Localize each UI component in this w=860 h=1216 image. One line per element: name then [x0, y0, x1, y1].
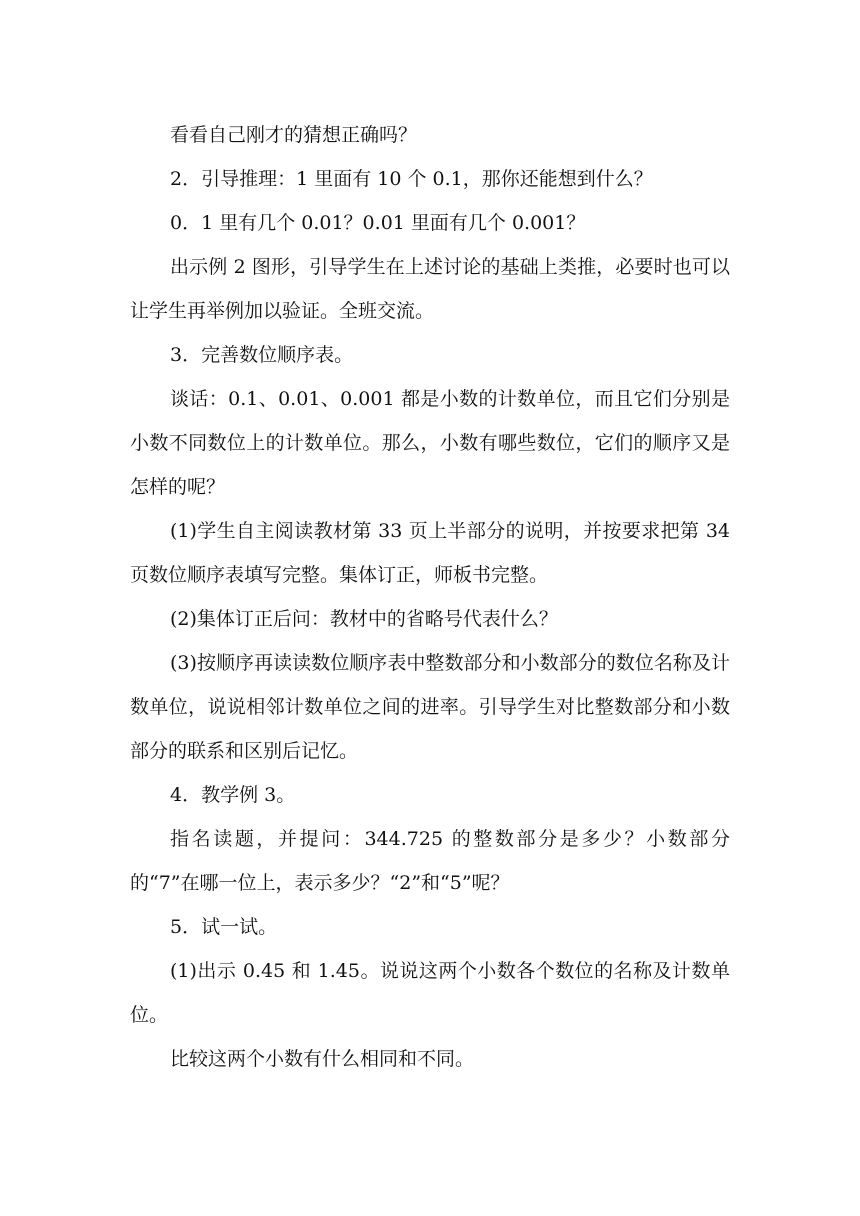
paragraph-item-3: (3)按顺序再读读数位顺序表中整数部分和小数部分的数位名称及计数单位，说说相邻计数单位之间的进率。引导学生对比整数部分和小数部分的联系和区别后记忆。 [130, 652, 730, 762]
paragraph-item-1: (1)学生自主阅读教材第 33 页上半部分的说明，并按要求把第 34 页数位顺序表填写完整。集体订正，师板书完整。 [130, 520, 730, 586]
paragraph-example-2: 出示例 2 图形，引导学生在上述讨论的基础上类推，必要时也可以让学生再举例加以验证。全班交流。 [130, 256, 730, 322]
paragraph-question-0-1: 0．1 里有几个 0.01？0.01 里面有几个 0.001？ [170, 212, 586, 234]
paragraph-step-5-title: 5．试一试。 [170, 916, 278, 938]
paragraph-compare: 比较这两个小数有什么相同和不同。 [170, 1048, 475, 1070]
paragraph-step-4-title: 4．教学例 3。 [170, 784, 296, 806]
paragraph-try-1: (1)出示 0.45 和 1.45。说说这两个小数各个数位的名称及计数单位。 [130, 960, 730, 1026]
paragraph-item-2: (2)集体订正后问：教材中的省略号代表什么？ [170, 608, 558, 630]
document-body [130, 113, 730, 1081]
paragraph-talk: 谈话：0.1、0.01、0.001 都是小数的计数单位，而且它们分别是小数不同数位上的计数单位。那么，小数有哪些数位，它们的顺序又是怎样的呢？ [130, 388, 730, 498]
paragraph-step-2-reasoning: 2．引导推理：1 里面有 10 个 0.1，那你还能想到什么？ [170, 168, 653, 190]
paragraph-example-3: 指名读题，并提问：344.725 的整数部分是多少？小数部分的“7”在哪一位上，表示多少？“2”和“5”呢？ [130, 828, 730, 894]
paragraph-check-guess: 看看自己刚才的猜想正确吗？ [170, 124, 418, 146]
paragraph-step-3-title: 3．完善数位顺序表。 [170, 344, 354, 366]
